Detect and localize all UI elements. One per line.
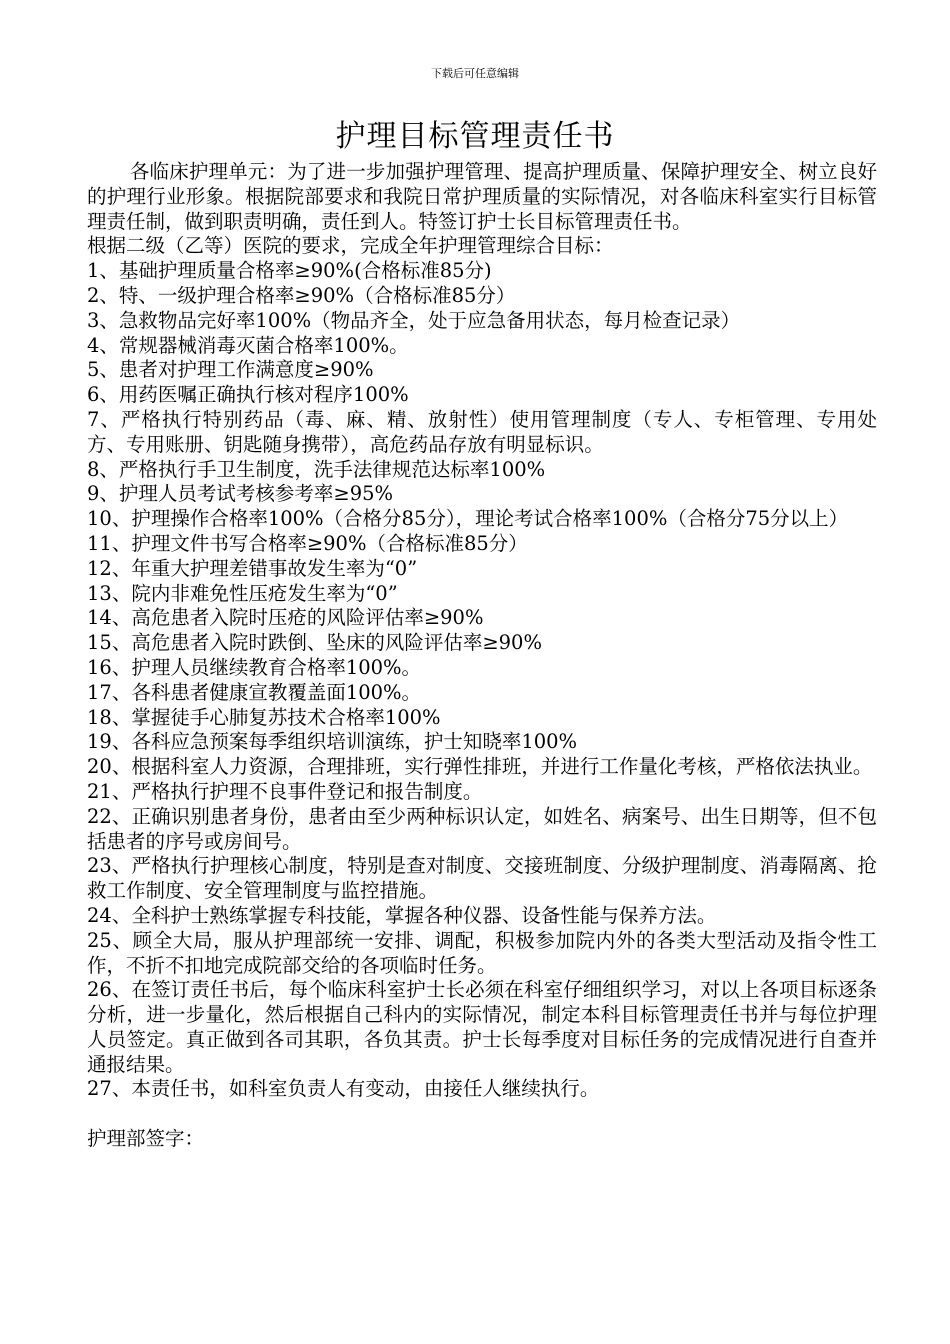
list-item: 18、掌握徒手心肺复苏技术合格率100% <box>87 705 441 729</box>
list-item: 10、护理操作合格率100%（合格分85分），理论考试合格率100%（合格分75分以上） <box>87 507 849 531</box>
list-item: 2、特、一级护理合格率≥90%（合格标准85分） <box>87 283 516 307</box>
list-item: 9、护理人员考试考核参考率≥95% <box>87 482 394 506</box>
list-item: 12、年重大护理差错事故发生率为“0” <box>87 556 418 580</box>
list-item: 15、高危患者入院时跌倒、坠床的风险评估率≥90% <box>87 631 542 655</box>
intro-paragraph: 各临床护理单元：为了进一步加强护理管理、提高护理质量、保障护理安全、树立良好的护理行业形象。根据院部要求和我院日常护理质量的实际情况，对各临床科室实行目标管理责任制，做到职责明确，责任到人。特签订护士长目标管理责任书。 <box>87 160 877 233</box>
list-item: 25、顾全大局，服从护理部统一安排、调配，积极参加院内外的各类大型活动及指令性工作，不折不扣地完成院部交给的各项临时任务。 <box>87 928 877 977</box>
list-item: 20、根据科室人力资源，合理排班，实行弹性排班，并进行工作量化考核，严格依法执业。 <box>87 755 873 779</box>
signature-label: 护理部签字： <box>87 1127 205 1151</box>
list-item: 3、急救物品完好率100%（物品齐全，处于应急备用状态，每月检查记录） <box>87 308 741 332</box>
list-item: 26、在签订责任书后，每个临床科室护士长必须在科室仔细组织学习，对以上各项目标逐条分析，进一步量化，然后根据自己科内的实际情况，制定本科目标管理责任书并与每位护理人员签定。真正做到各司其职，各负其责。护士长每季度对目标任务的完成情况进行自查并通报结果。 <box>87 978 877 1076</box>
list-item: 1、基础护理质量合格率≥90%(合格标准85分) <box>87 259 492 283</box>
list-item: 14、高危患者入院时压疮的风险评估率≥90% <box>87 606 484 630</box>
document-title: 护理目标管理责任书 <box>335 119 615 154</box>
list-item: 17、各科患者健康宣教覆盖面100%。 <box>87 680 422 704</box>
list-item: 8、严格执行手卫生制度，洗手法律规范达标率100% <box>87 457 546 481</box>
document-body <box>87 160 877 1152</box>
list-item: 7、严格执行特别药品（毒、麻、精、放射性）使用管理制度（专人、专柜管理、专用处方、专用账册、钥匙随身携带），高危药品存放有明显标识。 <box>87 407 877 456</box>
list-item: 16、护理人员继续教育合格率100%。 <box>87 655 422 679</box>
list-item: 21、严格执行护理不良事件登记和报告制度。 <box>87 779 483 803</box>
list-item: 11、护理文件书写合格率≥90%（合格标准85分） <box>87 531 528 555</box>
list-item: 5、患者对护理工作满意度≥90% <box>87 358 374 382</box>
goals-lead: 根据二级（乙等）医院的要求，完成全年护理管理综合目标： <box>87 234 614 258</box>
list-item: 24、全科护士熟练掌握专科技能，掌握各种仪器、设备性能与保养方法。 <box>87 903 717 927</box>
header-note: 下载后可任意编辑 <box>431 67 519 80</box>
list-item: 19、各科应急预案每季组织培训演练，护士知晓率100% <box>87 730 578 754</box>
list-item: 6、用药医嘱正确执行核对程序100% <box>87 383 409 407</box>
blank-line <box>87 1102 877 1127</box>
list-item: 27、本责任书，如科室负责人有变动，由接任人继续执行。 <box>87 1077 600 1101</box>
list-item: 13、院内非难免性压疮发生率为“0” <box>87 581 398 605</box>
list-item: 23、严格执行护理核心制度，特别是查对制度、交接班制度、分级护理制度、消毒隔离、抢救工作制度、安全管理制度与监控措施。 <box>87 854 877 903</box>
list-item: 22、正确识别患者身份，患者由至少两种标识认定，如姓名、病案号、出生日期等，但不包括患者的序号或房间号。 <box>87 804 877 853</box>
list-item: 4、常规器械消毒灭菌合格率100%。 <box>87 333 409 357</box>
